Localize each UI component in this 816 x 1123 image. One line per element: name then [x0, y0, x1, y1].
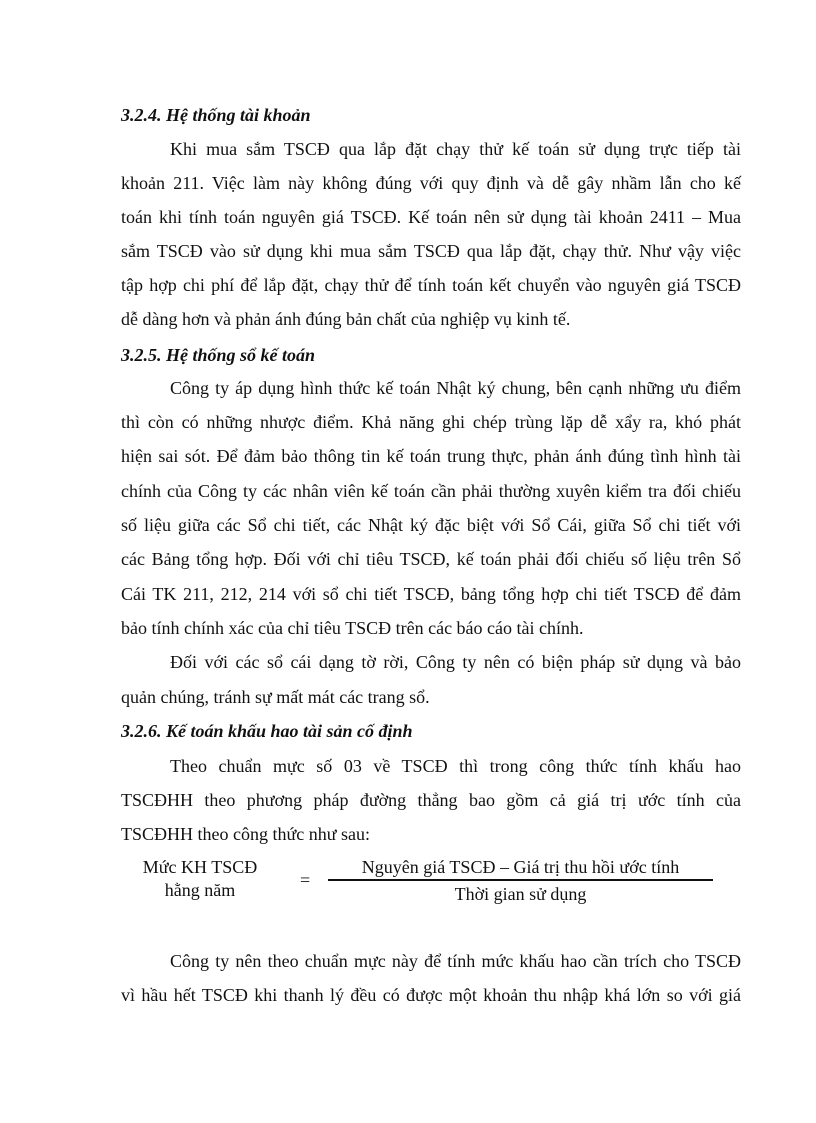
paragraph-line: Cái TK 211, 212, 214 với sổ chi tiết TSCĐ, bảng tổng hợp chi tiết TSCĐ để đảm [121, 584, 741, 604]
paragraph-line: Khi mua sắm TSCĐ qua lắp đặt chạy thử kế toán sử dụng trực tiếp tài [170, 139, 741, 159]
paragraph-line: Công ty áp dụng hình thức kế toán Nhật ký chung, bên cạnh những ưu điểm [170, 378, 741, 398]
paragraph-line: bảo tính chính xác của chỉ tiêu TSCĐ trên các báo cáo tài chính. [121, 618, 584, 638]
paragraph-line: toán khi tính toán nguyên giá TSCĐ. Kế toán nên sử dụng tài khoản 2411 – Mua [121, 207, 741, 227]
formula-denominator: Thời gian sử dụng [454, 884, 587, 904]
paragraph-line: Theo chuẩn mực số 03 về TSCĐ thì trong công thức tính khấu hao [170, 756, 741, 776]
paragraph-line: Đối với các sổ cái dạng tờ rời, Công ty nên có biện pháp sử dụng và bảo [170, 652, 741, 672]
paragraph-line: sắm TSCĐ vào sử dụng khi mua sắm TSCĐ qua lắp đặt, chạy thử. Như vậy việc [121, 241, 741, 261]
paragraph-line: các Bảng tổng hợp. Đối với chỉ tiêu TSCĐ, kế toán phải đối chiếu số liệu trên Sổ [121, 549, 741, 569]
formula-left-term [125, 856, 275, 902]
paragraph-line: quản chúng, tránh sự mất mát các trang sổ. [121, 687, 430, 707]
paragraph-line: hiện sai sót. Để đảm bảo thông tin kế toán trung thực, phản ánh đúng tình hình tài [121, 446, 741, 466]
paragraph-line: dễ dàng hơn và phản ánh đúng bản chất của nghiệp vụ kinh tế. [121, 309, 571, 329]
paragraph-line: số liệu giữa các Sổ chi tiết, các Nhật ký đặc biệt với Sổ Cái, giữa Sổ chi tiết với [121, 515, 741, 535]
formula-fraction [328, 855, 713, 907]
formula-left-line-2: hằng năm [164, 880, 236, 900]
paragraph-line: TSCĐHH theo công thức như sau: [121, 824, 370, 844]
paragraph-line: Công ty nên theo chuẩn mực này để tính mức khấu hao cần trích cho TSCĐ [170, 951, 741, 971]
paragraph-line: vì hầu hết TSCĐ khi thanh lý đều có được một khoản thu nhập khá lớn so với giá [121, 985, 741, 1005]
section-heading-3-2-5: 3.2.5. Hệ thống sổ kế toán [121, 345, 316, 365]
section-heading-3-2-4: 3.2.4. Hệ thống tài khoản [121, 105, 311, 125]
paragraph-line: tập hợp chi phí để lắp đặt, chạy thử để tính toán kết chuyển vào nguyên giá TSCĐ [121, 275, 741, 295]
paragraph-line: TSCĐHH theo phương pháp đường thẳng bao gồm cả giá trị ước tính của [121, 790, 741, 810]
paragraph-line: khoản 211. Việc làm này không đúng với quy định và dễ gây nhầm lẫn cho kế [121, 173, 741, 193]
formula-equals-sign: = [300, 870, 311, 890]
formula-left-line-1: Mức KH TSCĐ [142, 857, 258, 877]
formula-numerator: Nguyên giá TSCĐ – Giá trị thu hồi ước tính [361, 857, 680, 877]
paragraph-line: chính của Công ty các nhân viên kế toán cần phải thường xuyên kiểm tra đối chiếu [121, 481, 741, 501]
section-heading-3-2-6: 3.2.6. Kế toán khấu hao tài sản cố định [121, 721, 413, 741]
paragraph-line: thì còn có những nhược điểm. Khả năng ghi chép trùng lặp dễ xẩy ra, khó phát [121, 412, 741, 432]
